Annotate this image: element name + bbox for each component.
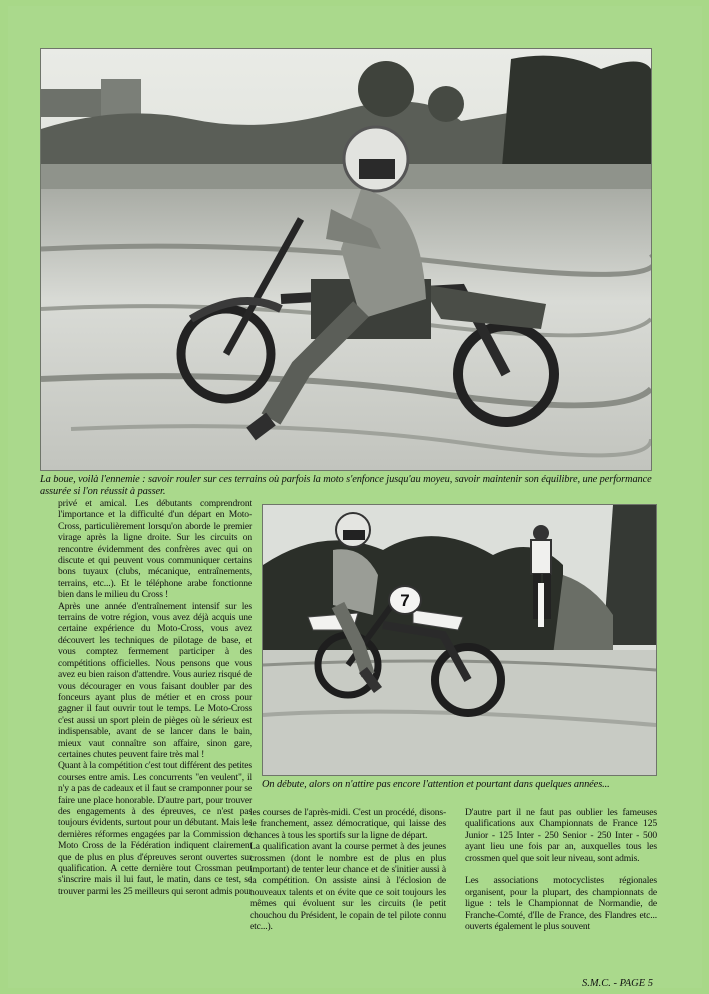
- page-footer: S.M.C. - PAGE 5: [582, 978, 653, 989]
- middle-photo-caption: On débute, alors on n'attire pas encore l'attention et pourtant dans quelques années...: [262, 779, 610, 790]
- top-photo-caption: La boue, voilà l'ennemie : savoir rouler sur ces terrains où parfois la moto s'enfonce jusqu'au moyeu, savoir maintenir son équilibre, une performance assurée si l'on réussit à passer.: [40, 474, 652, 497]
- middle-photo-beginner-rider: [262, 504, 657, 776]
- article-column-right: D'autre part il ne faut pas oublier les fameuses qualifications aux Championnats de France 125 Junior - 125 Inter - 250 Senior - 250 Inter - 500 ayant lieu une fois par an, auxquelles tous les crossmen quel que soit leur niveau, sont admis. Les associations motocyclistes régionales organisent, pour la plupart, des championnats de ligue : tels le Championnat de Normandie, de Franche-Comté, d'Ile de France, des Flandres etc... ouverts également le plus souvent: [465, 807, 657, 933]
- top-photo-mud-riding: [40, 48, 652, 471]
- number-plate: 7: [400, 591, 410, 610]
- middle-photo-illustration: [263, 505, 656, 775]
- top-photo-illustration: [41, 49, 651, 470]
- article-column-left: privé et amical. Les débutants comprendront l'importance et la difficulté d'un départ en Moto-Cross, particulièrement lorsqu'on aborde le premier virage après la ligne droite. Sur les circuits on rencontre évidemment des confrères avec qui on discute et qui peuvent vous communiquer certains bons tuyaux (clubs, mécanique, entraînements, terrains, etc...). Et le téléphone arabe fonctionne bien dans le milieu du Cross ! Après une année d'entraînement intensif sur les terrains de votre région, vous avez déjà acquis une certaine expérience du Moto-Cross, vous avez découvert les techniques de pilotage de base, et vous comptez fermement participer à des compétitions officielles. Nous pensons que vous avez eu bien raison d'attendre. Vous auriez risqué de vous décourager en vous faisant doubler par des fonceurs ayant plus de métier et en cross pour gagner il faut ouvrir tout le temps. Le Moto-Cross c'est aussi un sport plein de pièges où le sérieux est indispensable, avant de se lancer dans le bain, mieux vaut connaître son affaire, sinon gare, certaines chutes peuvent faire très mal ! Quant à la compétition c'est tout différent des petites courses entre amis. Les concurrents "en veulent", il n'y a pas de cadeaux et il faut se cramponner pour se faire une place honorable. D'autre part, pour trouver des engagements à des épreuves, ce n'est pas toujours évidents, surtout pour un débutant. Mais les dernières réformes engagées par la Commission de Moto Cross de la Fédération indiquent clairement que de plus en plus d'épreuves seront ouvertes sur qualification. A cette dernière tout Crossman peut s'inscrire mais il lui faut, le matin, dans ce test, se trouver parmi les 25 meilleurs qui seront admis pour: [58, 498, 252, 897]
- article-column-middle: les courses de l'après-midi. C'est un procédé, disons-le franchement, assez démocratique, qui laisse des chances à tous les sportifs sur la ligne de départ. La qualification avant la course permet à des jeunes crossmen (dont le nombre est de plus en plus important) de tenter leur chance et de s'initier aussi à la compétition. On assiste ainsi à l'éclosion de nouveaux talents et on évite que ce soit toujours les mêmes qui évoluent sur les circuits (le petit chouchou du Président, le copain de tel pilote connu etc...).: [250, 807, 446, 933]
